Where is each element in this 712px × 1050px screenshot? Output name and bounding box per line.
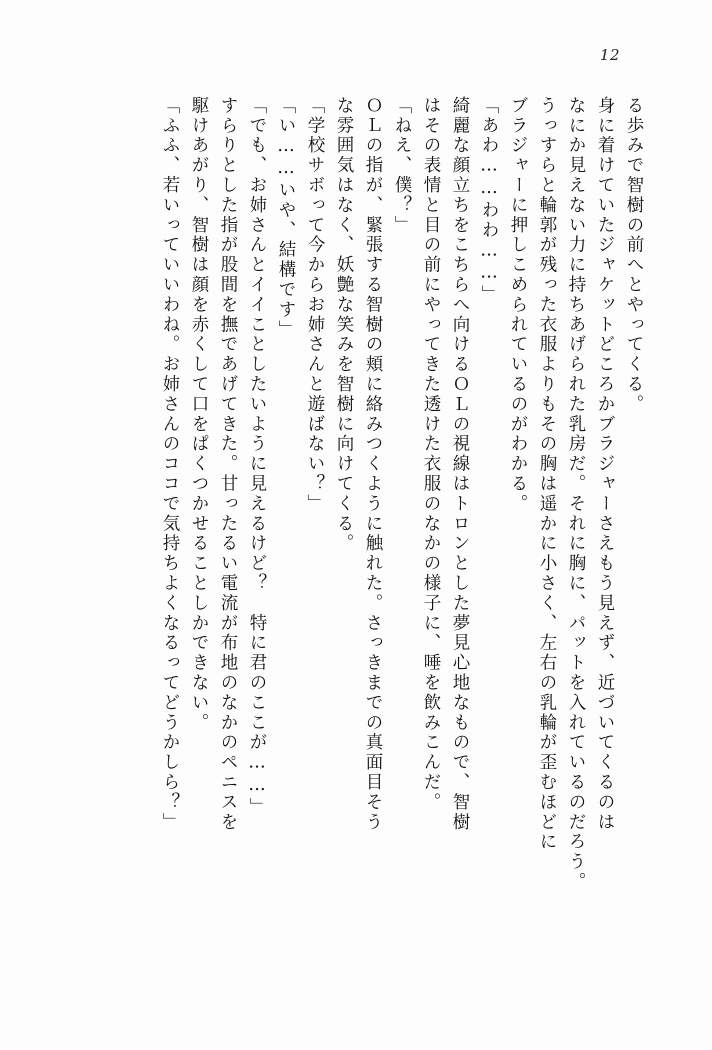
- text-line: な雰囲気はなく、妖艶な笑みを智樹に向けてくる。: [334, 96, 354, 554]
- text-line: 「あわ……わわ……」: [479, 96, 499, 305]
- text-line: 「学校サボって今からお姉さんと遊ばない？」: [305, 96, 325, 514]
- text-line: はその表情と目の前にやってきた透けた衣服のなかの様子に、唾を飲みこんだ。: [421, 96, 441, 813]
- text-line: すらりとした指が股間を撫であげてきた。甘ったるい電流が布地のなかのペニスを: [218, 96, 238, 833]
- text-line: なにか見えない力に持ちあげられた乳房だ。それに胸に、パットを入れているのだろう。: [566, 96, 586, 892]
- text-line: 「ふふ、若いっていいわね。お姉さんのココで気持ちよくなるってどうかしら？」: [160, 96, 180, 833]
- text-line: ＯＬの指が、緊張する智樹の頬に絡みつくように触れた。さっきまでの真面目そう: [363, 96, 383, 833]
- text-line: 身に着けていたジャケットどころかブラジャーさえもう見えず、近づいてくるのは: [595, 96, 615, 833]
- text-line: 「い……いや、結構です」: [276, 96, 296, 340]
- vertical-text-block: [70, 96, 642, 976]
- text-line: うっすらと輪郭が残った衣服よりもその胸は遥かに小さく、左右の乳輪が歪むほどに: [537, 96, 557, 853]
- text-line: る歩みで智樹の前へとやってくる。: [624, 96, 644, 415]
- text-line: 駆けあがり、智樹は顔を赤くして口をぱくつかせることしかできない。: [189, 96, 209, 733]
- page-number: 12: [599, 46, 620, 64]
- text-line: 「でも、お姉さんとイイことしたいように見えるけど？ 特に君のここが……」: [247, 96, 267, 818]
- text-line: ブラジャーに押しこめられているのがわかる。: [508, 96, 528, 514]
- text-line: 「ねえ、僕？」: [392, 96, 412, 236]
- text-line: 綺麗な顔立ちをこちらへ向けるＯＬの視線はトロンとした夢見心地なもので、智樹: [450, 96, 470, 833]
